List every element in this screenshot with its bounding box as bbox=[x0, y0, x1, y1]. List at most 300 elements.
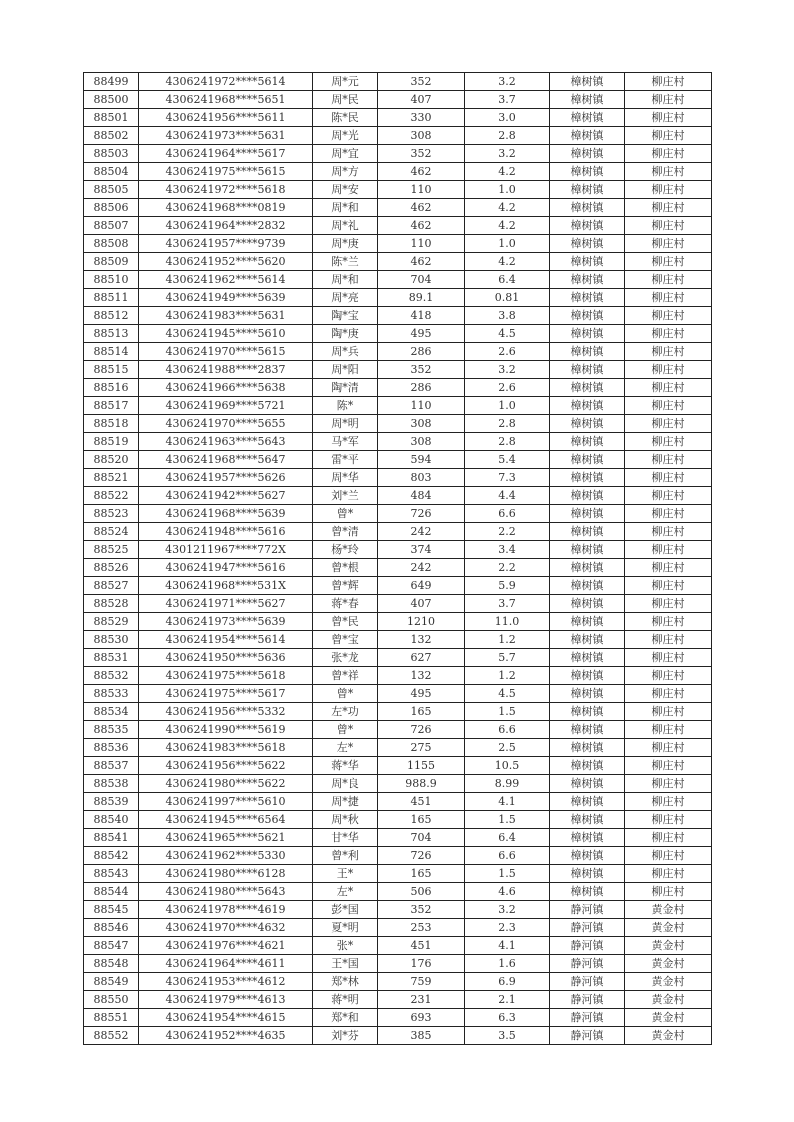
name-cell: 陈* bbox=[313, 397, 378, 415]
village-cell: 柳庄村 bbox=[625, 487, 712, 505]
table-row bbox=[84, 865, 712, 883]
table-row bbox=[84, 703, 712, 721]
village-cell: 柳庄村 bbox=[625, 127, 712, 145]
id-number-cell: 4306241969****5721 bbox=[139, 397, 313, 415]
area-cell: 110 bbox=[378, 181, 465, 199]
amount-cell: 4.2 bbox=[465, 163, 550, 181]
town-cell: 樟树镇 bbox=[550, 613, 625, 631]
town-cell: 樟树镇 bbox=[550, 163, 625, 181]
id-number-cell: 4306241964****2832 bbox=[139, 217, 313, 235]
amount-cell: 6.4 bbox=[465, 829, 550, 847]
village-cell: 柳庄村 bbox=[625, 397, 712, 415]
amount-cell: 6.4 bbox=[465, 271, 550, 289]
table-row bbox=[84, 793, 712, 811]
row-number-cell: 88523 bbox=[84, 505, 139, 523]
name-cell: 蒋*明 bbox=[313, 991, 378, 1009]
area-cell: 462 bbox=[378, 217, 465, 235]
table-row bbox=[84, 235, 712, 253]
name-cell: 陶*清 bbox=[313, 379, 378, 397]
id-number-cell: 4306241956****5332 bbox=[139, 703, 313, 721]
name-cell: 曾*辉 bbox=[313, 577, 378, 595]
table-row bbox=[84, 721, 712, 739]
area-cell: 704 bbox=[378, 829, 465, 847]
town-cell: 静河镇 bbox=[550, 955, 625, 973]
id-number-cell: 4306241962****5330 bbox=[139, 847, 313, 865]
name-cell: 周*民 bbox=[313, 91, 378, 109]
area-cell: 352 bbox=[378, 145, 465, 163]
name-cell: 曾*宝 bbox=[313, 631, 378, 649]
row-number-cell: 88542 bbox=[84, 847, 139, 865]
amount-cell: 1.0 bbox=[465, 181, 550, 199]
row-number-cell: 88510 bbox=[84, 271, 139, 289]
amount-cell: 1.6 bbox=[465, 955, 550, 973]
name-cell: 陶*庚 bbox=[313, 325, 378, 343]
row-number-cell: 88525 bbox=[84, 541, 139, 559]
village-cell: 柳庄村 bbox=[625, 577, 712, 595]
row-number-cell: 88550 bbox=[84, 991, 139, 1009]
table-row bbox=[84, 973, 712, 991]
town-cell: 静河镇 bbox=[550, 901, 625, 919]
amount-cell: 3.2 bbox=[465, 145, 550, 163]
id-number-cell: 4306241972****5614 bbox=[139, 73, 313, 91]
id-number-cell: 4306241949****5639 bbox=[139, 289, 313, 307]
village-cell: 柳庄村 bbox=[625, 775, 712, 793]
area-cell: 726 bbox=[378, 721, 465, 739]
name-cell: 曾*祥 bbox=[313, 667, 378, 685]
id-number-cell: 4306241954****5614 bbox=[139, 631, 313, 649]
town-cell: 樟树镇 bbox=[550, 487, 625, 505]
amount-cell: 3.4 bbox=[465, 541, 550, 559]
table-row bbox=[84, 415, 712, 433]
table-row bbox=[84, 937, 712, 955]
table-row bbox=[84, 307, 712, 325]
area-cell: 407 bbox=[378, 91, 465, 109]
row-number-cell: 88513 bbox=[84, 325, 139, 343]
village-cell: 柳庄村 bbox=[625, 145, 712, 163]
town-cell: 樟树镇 bbox=[550, 181, 625, 199]
name-cell: 周*秋 bbox=[313, 811, 378, 829]
table-row bbox=[84, 811, 712, 829]
village-cell: 柳庄村 bbox=[625, 757, 712, 775]
name-cell: 周*明 bbox=[313, 415, 378, 433]
village-cell: 黄金村 bbox=[625, 1009, 712, 1027]
name-cell: 杨*玲 bbox=[313, 541, 378, 559]
town-cell: 樟树镇 bbox=[550, 199, 625, 217]
area-cell: 594 bbox=[378, 451, 465, 469]
area-cell: 649 bbox=[378, 577, 465, 595]
row-number-cell: 88544 bbox=[84, 883, 139, 901]
area-cell: 308 bbox=[378, 415, 465, 433]
row-number-cell: 88541 bbox=[84, 829, 139, 847]
village-cell: 柳庄村 bbox=[625, 307, 712, 325]
id-number-cell: 4306241970****4632 bbox=[139, 919, 313, 937]
id-number-cell: 4306241948****5616 bbox=[139, 523, 313, 541]
name-cell: 陶*宝 bbox=[313, 307, 378, 325]
name-cell: 陈*兰 bbox=[313, 253, 378, 271]
town-cell: 静河镇 bbox=[550, 1009, 625, 1027]
row-number-cell: 88531 bbox=[84, 649, 139, 667]
id-number-cell: 4306241990****5619 bbox=[139, 721, 313, 739]
amount-cell: 4.5 bbox=[465, 685, 550, 703]
name-cell: 曾* bbox=[313, 505, 378, 523]
name-cell: 左*功 bbox=[313, 703, 378, 721]
name-cell: 曾*清 bbox=[313, 523, 378, 541]
table-row bbox=[84, 217, 712, 235]
area-cell: 352 bbox=[378, 361, 465, 379]
table-row bbox=[84, 523, 712, 541]
name-cell: 左* bbox=[313, 739, 378, 757]
town-cell: 樟树镇 bbox=[550, 109, 625, 127]
village-cell: 黄金村 bbox=[625, 991, 712, 1009]
village-cell: 柳庄村 bbox=[625, 451, 712, 469]
id-number-cell: 4306241975****5617 bbox=[139, 685, 313, 703]
town-cell: 樟树镇 bbox=[550, 865, 625, 883]
town-cell: 樟树镇 bbox=[550, 667, 625, 685]
village-cell: 柳庄村 bbox=[625, 433, 712, 451]
village-cell: 柳庄村 bbox=[625, 235, 712, 253]
town-cell: 樟树镇 bbox=[550, 595, 625, 613]
table-row bbox=[84, 919, 712, 937]
name-cell: 彭*国 bbox=[313, 901, 378, 919]
id-number-cell: 4306241988****2837 bbox=[139, 361, 313, 379]
table-row bbox=[84, 541, 712, 559]
table-row bbox=[84, 955, 712, 973]
id-number-cell: 4306241945****6564 bbox=[139, 811, 313, 829]
area-cell: 462 bbox=[378, 163, 465, 181]
id-number-cell: 4306241972****5618 bbox=[139, 181, 313, 199]
table-row bbox=[84, 1009, 712, 1027]
area-cell: 242 bbox=[378, 559, 465, 577]
area-cell: 988.9 bbox=[378, 775, 465, 793]
town-cell: 静河镇 bbox=[550, 973, 625, 991]
row-number-cell: 88503 bbox=[84, 145, 139, 163]
id-number-cell: 4306241963****5643 bbox=[139, 433, 313, 451]
table-row bbox=[84, 667, 712, 685]
area-cell: 462 bbox=[378, 253, 465, 271]
id-number-cell: 4306241983****5618 bbox=[139, 739, 313, 757]
row-number-cell: 88530 bbox=[84, 631, 139, 649]
area-cell: 165 bbox=[378, 703, 465, 721]
village-cell: 柳庄村 bbox=[625, 541, 712, 559]
village-cell: 柳庄村 bbox=[625, 361, 712, 379]
town-cell: 樟树镇 bbox=[550, 361, 625, 379]
area-cell: 253 bbox=[378, 919, 465, 937]
amount-cell: 2.6 bbox=[465, 379, 550, 397]
village-cell: 柳庄村 bbox=[625, 469, 712, 487]
name-cell: 郑*和 bbox=[313, 1009, 378, 1027]
area-cell: 165 bbox=[378, 811, 465, 829]
id-number-cell: 4306241973****5631 bbox=[139, 127, 313, 145]
name-cell: 刘*芬 bbox=[313, 1027, 378, 1045]
row-number-cell: 88533 bbox=[84, 685, 139, 703]
name-cell: 郑*林 bbox=[313, 973, 378, 991]
name-cell: 雷*平 bbox=[313, 451, 378, 469]
row-number-cell: 88504 bbox=[84, 163, 139, 181]
id-number-cell: 4306241971****5627 bbox=[139, 595, 313, 613]
table-row bbox=[84, 775, 712, 793]
row-number-cell: 88522 bbox=[84, 487, 139, 505]
town-cell: 樟树镇 bbox=[550, 541, 625, 559]
id-number-cell: 4306241956****5611 bbox=[139, 109, 313, 127]
table-row bbox=[84, 145, 712, 163]
area-cell: 1155 bbox=[378, 757, 465, 775]
area-cell: 110 bbox=[378, 235, 465, 253]
name-cell: 曾*根 bbox=[313, 559, 378, 577]
name-cell: 周*礼 bbox=[313, 217, 378, 235]
town-cell: 樟树镇 bbox=[550, 379, 625, 397]
id-number-cell: 4306241945****5610 bbox=[139, 325, 313, 343]
table-row bbox=[84, 109, 712, 127]
id-number-cell: 4306241954****4615 bbox=[139, 1009, 313, 1027]
table-row bbox=[84, 595, 712, 613]
area-cell: 495 bbox=[378, 685, 465, 703]
village-cell: 柳庄村 bbox=[625, 253, 712, 271]
row-number-cell: 88517 bbox=[84, 397, 139, 415]
row-number-cell: 88545 bbox=[84, 901, 139, 919]
row-number-cell: 88500 bbox=[84, 91, 139, 109]
area-cell: 407 bbox=[378, 595, 465, 613]
area-cell: 484 bbox=[378, 487, 465, 505]
table-row bbox=[84, 505, 712, 523]
name-cell: 周*光 bbox=[313, 127, 378, 145]
row-number-cell: 88514 bbox=[84, 343, 139, 361]
amount-cell: 2.8 bbox=[465, 433, 550, 451]
town-cell: 樟树镇 bbox=[550, 415, 625, 433]
village-cell: 柳庄村 bbox=[625, 685, 712, 703]
table-row bbox=[84, 649, 712, 667]
area-cell: 231 bbox=[378, 991, 465, 1009]
amount-cell: 7.3 bbox=[465, 469, 550, 487]
area-cell: 506 bbox=[378, 883, 465, 901]
id-number-cell: 4306241964****4611 bbox=[139, 955, 313, 973]
amount-cell: 4.1 bbox=[465, 937, 550, 955]
row-number-cell: 88543 bbox=[84, 865, 139, 883]
town-cell: 樟树镇 bbox=[550, 757, 625, 775]
amount-cell: 10.5 bbox=[465, 757, 550, 775]
name-cell: 张* bbox=[313, 937, 378, 955]
name-cell: 周*宜 bbox=[313, 145, 378, 163]
id-number-cell: 4306241980****5622 bbox=[139, 775, 313, 793]
id-number-cell: 4306241976****4621 bbox=[139, 937, 313, 955]
amount-cell: 8.99 bbox=[465, 775, 550, 793]
amount-cell: 2.5 bbox=[465, 739, 550, 757]
town-cell: 樟树镇 bbox=[550, 685, 625, 703]
row-number-cell: 88511 bbox=[84, 289, 139, 307]
town-cell: 樟树镇 bbox=[550, 325, 625, 343]
id-number-cell: 4306241978****4619 bbox=[139, 901, 313, 919]
amount-cell: 1.5 bbox=[465, 703, 550, 721]
village-cell: 柳庄村 bbox=[625, 109, 712, 127]
area-cell: 704 bbox=[378, 271, 465, 289]
town-cell: 樟树镇 bbox=[550, 505, 625, 523]
town-cell: 樟树镇 bbox=[550, 829, 625, 847]
row-number-cell: 88521 bbox=[84, 469, 139, 487]
row-number-cell: 88508 bbox=[84, 235, 139, 253]
name-cell: 蒋*春 bbox=[313, 595, 378, 613]
town-cell: 静河镇 bbox=[550, 991, 625, 1009]
name-cell: 周*元 bbox=[313, 73, 378, 91]
village-cell: 柳庄村 bbox=[625, 289, 712, 307]
village-cell: 柳庄村 bbox=[625, 865, 712, 883]
town-cell: 静河镇 bbox=[550, 919, 625, 937]
village-cell: 柳庄村 bbox=[625, 847, 712, 865]
village-cell: 柳庄村 bbox=[625, 703, 712, 721]
town-cell: 樟树镇 bbox=[550, 883, 625, 901]
village-cell: 柳庄村 bbox=[625, 73, 712, 91]
town-cell: 樟树镇 bbox=[550, 343, 625, 361]
area-cell: 726 bbox=[378, 505, 465, 523]
area-cell: 275 bbox=[378, 739, 465, 757]
amount-cell: 4.4 bbox=[465, 487, 550, 505]
village-cell: 柳庄村 bbox=[625, 217, 712, 235]
table-row bbox=[84, 631, 712, 649]
name-cell: 刘*兰 bbox=[313, 487, 378, 505]
area-cell: 286 bbox=[378, 379, 465, 397]
town-cell: 樟树镇 bbox=[550, 631, 625, 649]
amount-cell: 4.5 bbox=[465, 325, 550, 343]
id-number-cell: 4306241970****5615 bbox=[139, 343, 313, 361]
village-cell: 柳庄村 bbox=[625, 883, 712, 901]
area-cell: 693 bbox=[378, 1009, 465, 1027]
name-cell: 周*和 bbox=[313, 271, 378, 289]
village-cell: 黄金村 bbox=[625, 955, 712, 973]
row-number-cell: 88520 bbox=[84, 451, 139, 469]
table-row bbox=[84, 1027, 712, 1045]
town-cell: 樟树镇 bbox=[550, 91, 625, 109]
name-cell: 陈*民 bbox=[313, 109, 378, 127]
row-number-cell: 88515 bbox=[84, 361, 139, 379]
name-cell: 左* bbox=[313, 883, 378, 901]
id-number-cell: 4306241975****5618 bbox=[139, 667, 313, 685]
area-cell: 803 bbox=[378, 469, 465, 487]
village-cell: 黄金村 bbox=[625, 919, 712, 937]
town-cell: 樟树镇 bbox=[550, 793, 625, 811]
id-number-cell: 4306241956****5622 bbox=[139, 757, 313, 775]
table-row bbox=[84, 361, 712, 379]
table-row bbox=[84, 127, 712, 145]
town-cell: 樟树镇 bbox=[550, 451, 625, 469]
table-row bbox=[84, 577, 712, 595]
town-cell: 樟树镇 bbox=[550, 253, 625, 271]
town-cell: 樟树镇 bbox=[550, 397, 625, 415]
table-row bbox=[84, 883, 712, 901]
amount-cell: 6.6 bbox=[465, 847, 550, 865]
village-cell: 柳庄村 bbox=[625, 793, 712, 811]
id-number-cell: 4306241962****5614 bbox=[139, 271, 313, 289]
row-number-cell: 88534 bbox=[84, 703, 139, 721]
name-cell: 周*庚 bbox=[313, 235, 378, 253]
amount-cell: 3.2 bbox=[465, 901, 550, 919]
table-row bbox=[84, 253, 712, 271]
id-number-cell: 4306241968****531X bbox=[139, 577, 313, 595]
area-cell: 176 bbox=[378, 955, 465, 973]
row-number-cell: 88536 bbox=[84, 739, 139, 757]
row-number-cell: 88502 bbox=[84, 127, 139, 145]
village-cell: 柳庄村 bbox=[625, 379, 712, 397]
village-cell: 柳庄村 bbox=[625, 739, 712, 757]
id-number-cell: 4306241952****5620 bbox=[139, 253, 313, 271]
town-cell: 樟树镇 bbox=[550, 649, 625, 667]
id-number-cell: 4306241964****5617 bbox=[139, 145, 313, 163]
amount-cell: 3.7 bbox=[465, 595, 550, 613]
table-row bbox=[84, 685, 712, 703]
area-cell: 495 bbox=[378, 325, 465, 343]
town-cell: 樟树镇 bbox=[550, 217, 625, 235]
area-cell: 242 bbox=[378, 523, 465, 541]
amount-cell: 3.5 bbox=[465, 1027, 550, 1045]
village-cell: 黄金村 bbox=[625, 1027, 712, 1045]
town-cell: 樟树镇 bbox=[550, 775, 625, 793]
town-cell: 樟树镇 bbox=[550, 235, 625, 253]
village-cell: 柳庄村 bbox=[625, 523, 712, 541]
village-cell: 柳庄村 bbox=[625, 415, 712, 433]
row-number-cell: 88538 bbox=[84, 775, 139, 793]
village-cell: 柳庄村 bbox=[625, 343, 712, 361]
name-cell: 王* bbox=[313, 865, 378, 883]
id-number-cell: 4306241975****5615 bbox=[139, 163, 313, 181]
name-cell: 周*阳 bbox=[313, 361, 378, 379]
table-row bbox=[84, 613, 712, 631]
table-row bbox=[84, 73, 712, 91]
town-cell: 樟树镇 bbox=[550, 307, 625, 325]
id-number-cell: 4306241970****5655 bbox=[139, 415, 313, 433]
town-cell: 樟树镇 bbox=[550, 703, 625, 721]
row-number-cell: 88547 bbox=[84, 937, 139, 955]
amount-cell: 4.1 bbox=[465, 793, 550, 811]
amount-cell: 3.7 bbox=[465, 91, 550, 109]
amount-cell: 3.2 bbox=[465, 73, 550, 91]
amount-cell: 1.0 bbox=[465, 397, 550, 415]
id-number-cell: 4306241983****5631 bbox=[139, 307, 313, 325]
table-row bbox=[84, 199, 712, 217]
amount-cell: 2.1 bbox=[465, 991, 550, 1009]
id-number-cell: 4306241965****5621 bbox=[139, 829, 313, 847]
table-row bbox=[84, 487, 712, 505]
row-number-cell: 88526 bbox=[84, 559, 139, 577]
town-cell: 樟树镇 bbox=[550, 577, 625, 595]
town-cell: 樟树镇 bbox=[550, 559, 625, 577]
area-cell: 726 bbox=[378, 847, 465, 865]
table-row bbox=[84, 433, 712, 451]
table-row bbox=[84, 397, 712, 415]
town-cell: 樟树镇 bbox=[550, 289, 625, 307]
amount-cell: 6.3 bbox=[465, 1009, 550, 1027]
amount-cell: 6.6 bbox=[465, 721, 550, 739]
name-cell: 甘*华 bbox=[313, 829, 378, 847]
row-number-cell: 88535 bbox=[84, 721, 139, 739]
amount-cell: 2.6 bbox=[465, 343, 550, 361]
area-cell: 451 bbox=[378, 937, 465, 955]
village-cell: 柳庄村 bbox=[625, 505, 712, 523]
village-cell: 柳庄村 bbox=[625, 199, 712, 217]
village-cell: 柳庄村 bbox=[625, 667, 712, 685]
area-cell: 462 bbox=[378, 199, 465, 217]
area-cell: 1210 bbox=[378, 613, 465, 631]
village-cell: 柳庄村 bbox=[625, 271, 712, 289]
area-cell: 165 bbox=[378, 865, 465, 883]
row-number-cell: 88551 bbox=[84, 1009, 139, 1027]
table-row bbox=[84, 343, 712, 361]
amount-cell: 2.2 bbox=[465, 523, 550, 541]
name-cell: 周*和 bbox=[313, 199, 378, 217]
amount-cell: 3.8 bbox=[465, 307, 550, 325]
amount-cell: 5.9 bbox=[465, 577, 550, 595]
amount-cell: 3.0 bbox=[465, 109, 550, 127]
name-cell: 夏*明 bbox=[313, 919, 378, 937]
town-cell: 樟树镇 bbox=[550, 73, 625, 91]
table-row bbox=[84, 559, 712, 577]
area-cell: 451 bbox=[378, 793, 465, 811]
